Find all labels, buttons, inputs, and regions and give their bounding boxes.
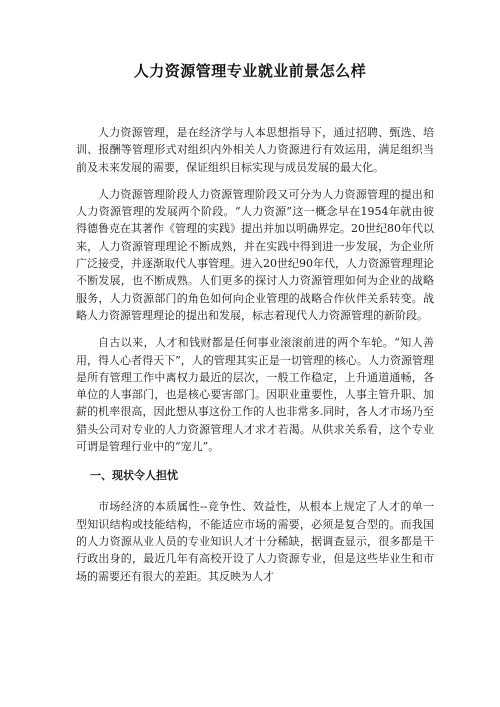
section-heading: 一、现状令人担忧: [90, 469, 178, 483]
paragraph-history: 人力资源管理阶段人力资源管理阶段又可分为人力资源管理的提出和人力资源管理的发展两个阶段。“人力资源”这一概念早在1954年就由彼得德鲁克在其著作《管理的实践》提出并加以明确界定。20世纪80年代以来，人力资源管理理论不断成熟，并在实践中得到进一步发展，为企业所广泛接受，并逐渐取代人事管理。进入20世纪90年代，人力资源管理理论不断发展，也不断成熟。人们更多的探讨人力资源管理如何为企业的战略服务，人力资源部门的角色如何向企业管理的战略合作伙伴关系转变。战略人力资源管理理论的提出和发展，标志着现代人力资源管理的新阶段。: [76, 187, 434, 322]
document-title: 人力资源管理专业就业前景怎么样: [133, 62, 367, 80]
paragraph-importance: 自古以来，人才和钱财都是任何事业滚滚前进的两个车轮。“知人善用，得人心者得天下”，人的管理其实正是一切管理的核心。人力资源管理是所有管理工作中离权力最近的层次，一般工作稳定，上升通道通畅，各单位的人事部门，也是核心要害部门。因职业重要性，人事主管升职、加薪的机率很高，因此想从事这份工作的人也非常多.同时，各人才市场乃至猎头公司对专业的人力资源管理人才求才若渴。从供求关系看，这个专业可谓是管理行业中的“宠儿”。: [76, 336, 434, 454]
document-body: [76, 124, 434, 597]
paragraph-status: 市场经济的本质属性--竞争性、效益性，从根本上规定了人才的单一型知识结构或技能结构，不能适应市场的需要，必须是复合型的。而我国的人力资源从业人员的专业知识人才十分稀缺，据调查显示，很多都是干行政出身的，最近几年有高校开设了人力资源专业，但是这些毕业生和市场的需要还有很大的差距。其反映为人才: [76, 500, 434, 583]
paragraph-intro: 人力资源管理，是在经济学与人本思想指导下，通过招聘、甄选、培训、报酬等管理形式对组织内外相关人力资源进行有效运用，满足组织当前及未来发展的需要，保证组织目标实现与成员发展的最大化。: [76, 126, 434, 174]
